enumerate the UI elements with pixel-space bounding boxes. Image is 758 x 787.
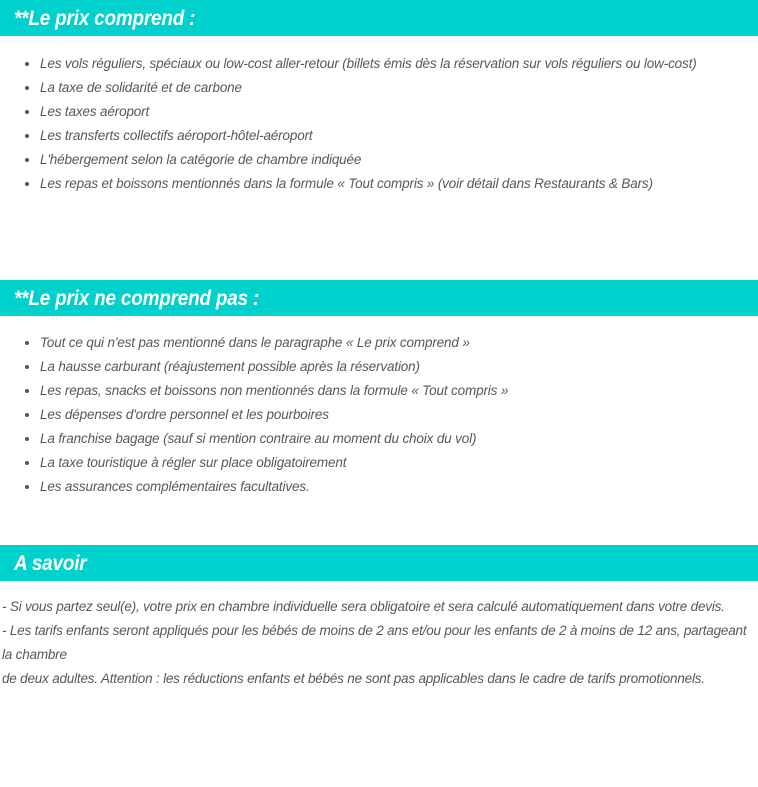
note-line: de deux adultes. Attention : les réductions enfants et bébés ne sont pas applicables dans le cadre de tarifs promotionnels. (2, 671, 705, 686)
price-excludes-list (0, 316, 758, 499)
bullet-dot-icon (25, 389, 29, 393)
section-spacer (0, 499, 758, 545)
list-item-label: Les taxes aéroport (40, 104, 150, 119)
list-item (0, 403, 758, 427)
list-item (0, 76, 758, 100)
list-item-label: Les dépenses d'ordre personnel et les pourboires (40, 407, 329, 422)
list-item-label: La taxe de solidarité et de carbone (40, 80, 242, 95)
price-includes-list (0, 36, 758, 196)
list-item (0, 475, 758, 499)
section-title-price-excludes: **Le prix ne comprend pas : (14, 286, 260, 310)
bullet-dot-icon (25, 365, 29, 369)
bullet-dot-icon (25, 461, 29, 465)
section-header-price-includes (0, 0, 758, 36)
section-title-good-to-know: A savoir (14, 551, 87, 575)
list-item-label: La franchise bagage (sauf si mention contraire au moment du choix du vol) (40, 431, 477, 446)
bullet-dot-icon (25, 62, 29, 66)
list-item-label: Tout ce qui n'est pas mentionné dans le paragraphe « Le prix comprend » (40, 335, 470, 350)
bullet-dot-icon (25, 86, 29, 90)
bullet-dot-icon (25, 437, 29, 441)
section-title-price-includes: **Le prix comprend : (14, 6, 196, 30)
bullet-dot-icon (25, 182, 29, 186)
list-item (0, 451, 758, 475)
list-item-label: Les transferts collectifs aéroport-hôtel-aéroport (40, 128, 313, 143)
section-header-price-excludes (0, 280, 758, 316)
bullet-dot-icon (25, 485, 29, 489)
list-item (0, 100, 758, 124)
bullet-dot-icon (25, 413, 29, 417)
bullet-dot-icon (25, 110, 29, 114)
list-item-label: Les assurances complémentaires facultatives. (40, 479, 310, 494)
list-item-label: L'hébergement selon la catégorie de chambre indiquée (40, 152, 362, 167)
list-item (0, 124, 758, 148)
list-item (0, 148, 758, 172)
list-item (0, 355, 758, 379)
note-line: - Les tarifs enfants seront appliqués pour les bébés de moins de 2 ans et/ou pour les enfants de 2 à moins de 12 ans, partageant la chambre (2, 623, 747, 662)
note-line: - Si vous partez seul(e), votre prix en chambre individuelle sera obligatoire et sera calculé automatiquement dans votre devis. (2, 599, 725, 614)
list-item (0, 52, 758, 76)
good-to-know-notes (0, 581, 758, 691)
list-item (0, 379, 758, 403)
list-item-label: Les repas, snacks et boissons non mentionnés dans la formule « Tout compris » (40, 383, 509, 398)
list-item (0, 331, 758, 355)
list-item (0, 427, 758, 451)
bullet-dot-icon (25, 134, 29, 138)
list-item-label: Les vols réguliers, spéciaux ou low-cost aller-retour (billets émis dès la réservation sur vols réguliers ou low-cost) (40, 56, 697, 71)
list-item (0, 172, 758, 196)
bullet-dot-icon (25, 341, 29, 345)
list-item-label: Les repas et boissons mentionnés dans la formule « Tout compris » (voir détail dans Restaurants & Bars) (40, 176, 653, 191)
list-item-label: La taxe touristique à régler sur place obligatoirement (40, 455, 347, 470)
section-header-good-to-know (0, 545, 758, 581)
bullet-dot-icon (25, 158, 29, 162)
section-spacer (0, 196, 758, 280)
list-item-label: La hausse carburant (réajustement possible après la réservation) (40, 359, 420, 374)
